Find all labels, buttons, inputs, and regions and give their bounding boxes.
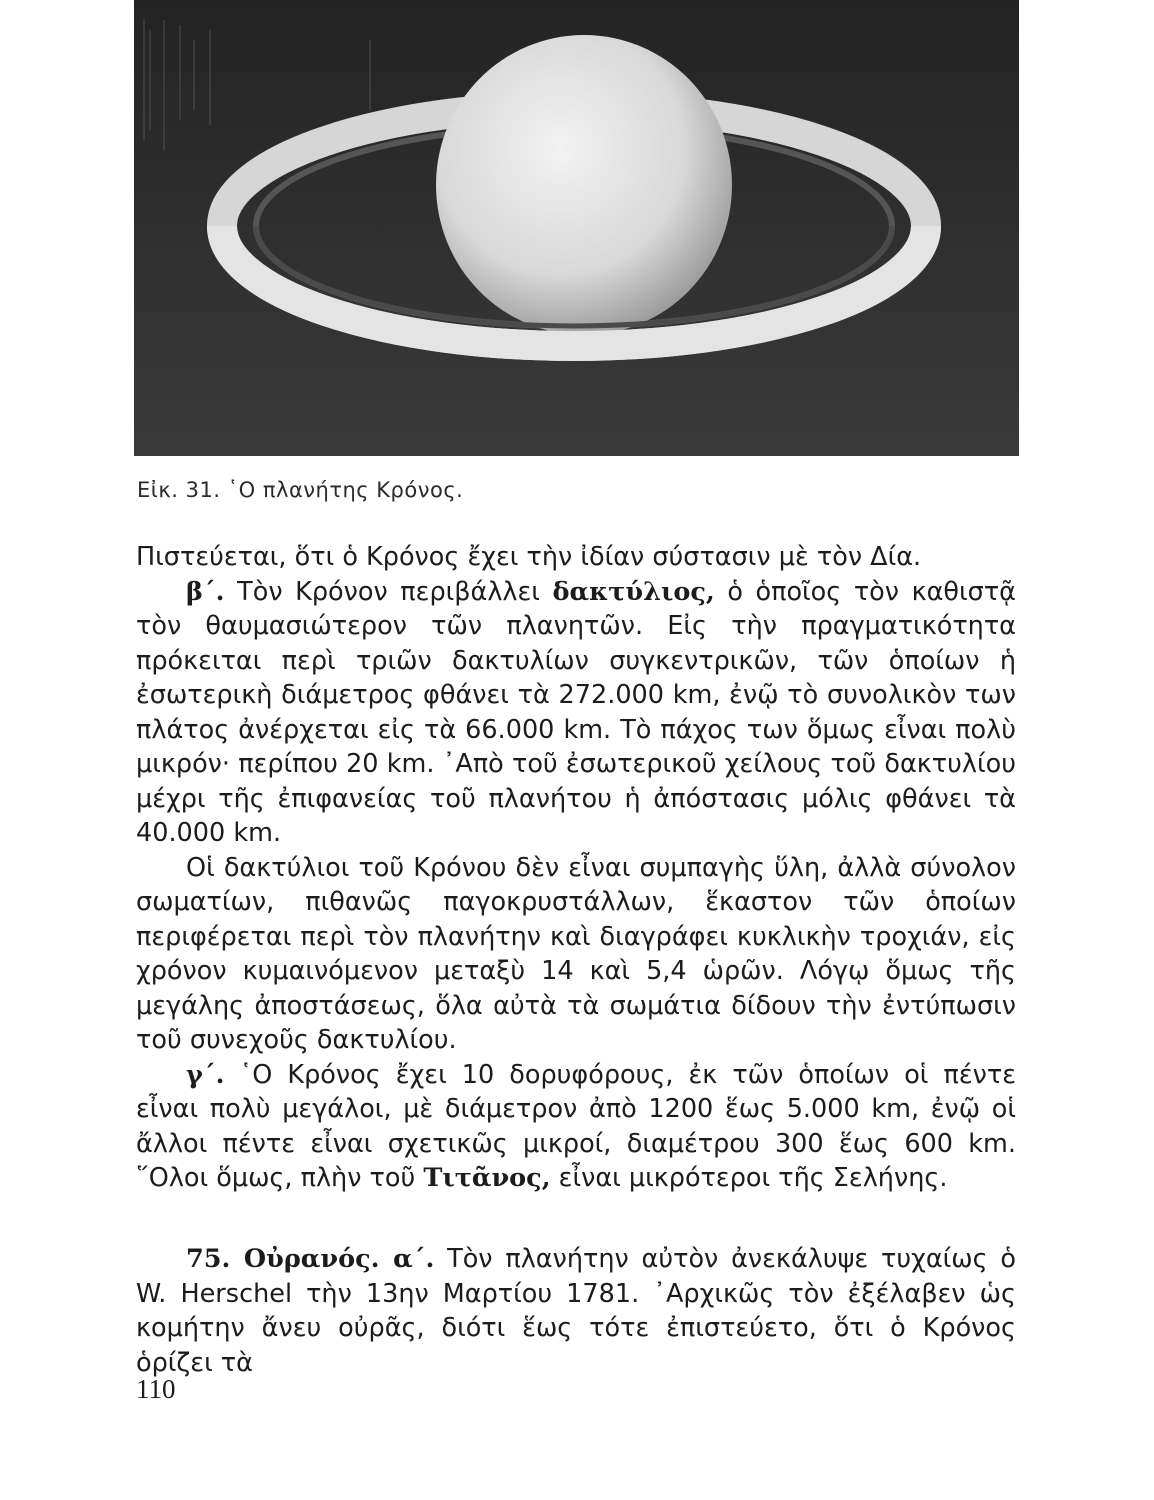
figure-caption: Εἰκ. 31. ῾Ο πλανήτης Κρόνος. <box>137 478 464 502</box>
paragraph-3: Οἱ δακτύλιοι τοῦ Κρόνου δὲν εἶναι συμπαγὴς ὕλη, ἀλλὰ σύνολον σωματίων, πιθανῶς παγοκρυστάλλων, ἕκαστον τῶν ὁποίων περιφέρεται περὶ τὸν πλανήτην καὶ διαγράφει κυκλικὴν τροχιάν, εἰς χρόνον κυμαινόμενον μεταξὺ 14 καὶ 5,4 ὡρῶν. Λόγῳ ὅμως τῆς μεγάλης ἀποστάσεως, ὅλα αὐτὰ τὰ σωμάτια δίδουν τὴν ἐντύπωσιν τοῦ συνεχοῦς δακτυλίου. <box>136 852 1016 1055</box>
planet-disk <box>436 35 732 335</box>
paragraph-4: γ΄. ῾Ο Κρόνος ἔχει 10 δορυφόρους, ἐκ τῶν ὁποίων οἱ πέντε εἶναι πολὺ μεγάλοι, μὲ διάμετρον ἀπὸ 1200 ἕως 5.000 km, ἐνῷ οἱ ἄλλοι πέντε εἶναι σχετικῶς μικροί, διαμέτρου 300 ἕως 600 km. ῞Ολοι ὅμως, πλὴν τοῦ Τιτᾶνος, εἶναι μικρότεροι τῆς Σελήνης. <box>136 1059 1016 1193</box>
section-75 <box>136 1242 1016 1380</box>
section-marker-alpha: α΄. <box>379 1244 435 1274</box>
section-marker-beta: β΄. <box>186 576 225 607</box>
bold-term-daktylios: δακτύλιος, <box>552 576 715 607</box>
paragraph-5: 75. Οὐρανός. α΄. Τὸν πλανήτην αὐτὸν ἀνεκάλυψε τυχαίως ὁ W. Herschel τὴν 13ην Μαρτίου 1781. ᾿Αρχικῶς τὸν ἐξέλαβεν ὡς κομήτην ἄνευ οὐρᾶς, διότι ἕως τότε ἐπιστεύετο, ὅτι ὁ Κρόνος ὁρίζει τὰ <box>136 1244 1016 1378</box>
saturn-image <box>134 0 1019 456</box>
bold-term-titanos: Τιτᾶνος, <box>423 1163 551 1193</box>
section-marker-gamma: γ΄. <box>186 1059 225 1090</box>
body-text <box>136 540 1016 1196</box>
paragraph-1: Πιστεύεται, ὅτι ὁ Κρόνος ἔχει τὴν ἰδίαν σύστασιν μὲ τὸν Δία. <box>136 542 922 572</box>
paragraph-2: β΄. Τὸν Κρόνον περιβάλλει δακτύλιος, ὁ ὁποῖος τὸν καθιστᾷ τὸν θαυμασιώτερον τῶν πλανητῶν. Εἰς τὴν πραγματικότητα πρόκειται περὶ τριῶν δακτυλίων συγκεντρικῶν, τῶν ὁποίων ἡ ἐσωτερικὴ διάμετρος φθάνει τὰ 272.000 km, ἐνῷ τὸ συνολικὸν των πλάτος ἀνέρχεται εἰς τὰ 66.000 km. Τὸ πάχος των ὅμως εἶναι πολὺ μικρόν· περίπου 20 km. ᾿Απὸ τοῦ ἐσωτερικοῦ χείλους τοῦ δακτυλίου μέχρι τῆς ἐπιφανείας τοῦ πλανήτου ἡ ἀπόστασις μόλις φθάνει τὰ 40.000 km. <box>136 576 1016 848</box>
page-number: 110 <box>136 1374 176 1404</box>
section-heading-uranus: 75. Οὐρανός. <box>186 1244 380 1274</box>
saturn-photo <box>134 0 1019 456</box>
